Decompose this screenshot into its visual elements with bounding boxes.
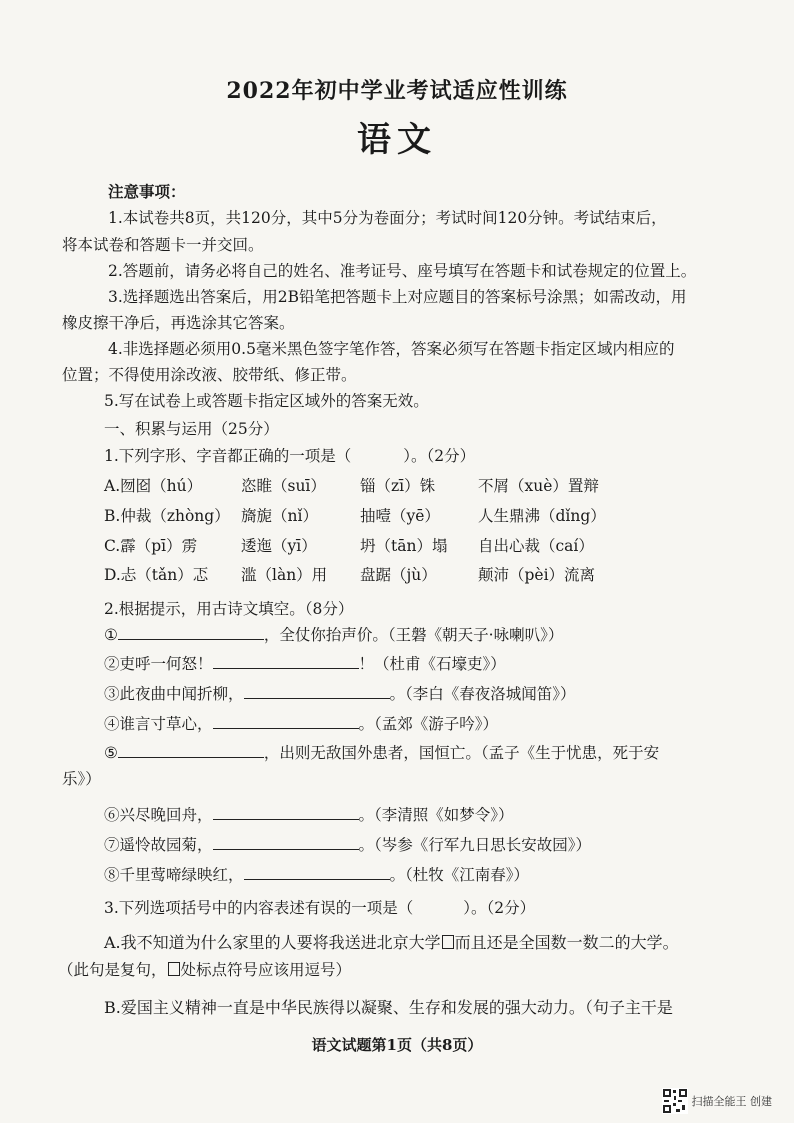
- note-3-cont: 橡皮擦干净后，再选涂其它答案。: [62, 314, 295, 332]
- watermark-text: 扫描全能王 创建: [691, 1095, 772, 1108]
- answer-blank[interactable]: [244, 865, 390, 880]
- answer-blank[interactable]: [118, 743, 264, 758]
- question-1-option-cell: D.忐（tǎn）忑: [104, 566, 209, 584]
- answer-blank[interactable]: [213, 654, 359, 669]
- question-1-option-cell: B.仲裁（zhòng）: [104, 507, 230, 525]
- poem-blank-6: ⑥兴尽晚回舟， 。（李清照《如梦令》）: [104, 806, 514, 824]
- exam-title: 2022年初中学业考试适应性训练: [226, 78, 568, 104]
- question-1-option-cell: 锱（zī）铢: [360, 477, 436, 495]
- question-2-stem: 2.根据提示，用古诗文填空。（8分）: [104, 600, 354, 618]
- poem-blank-4: ④谁言寸草心， 。（孟郊《游子吟》）: [104, 715, 499, 733]
- answer-blank[interactable]: [244, 684, 390, 699]
- question-1-option-cell: A.囫囵（hú）: [104, 477, 203, 495]
- question-1-option-cell: 坍（tān）塌: [360, 537, 448, 555]
- question-1-option-cell: 颠沛（pèi）流离: [478, 566, 596, 584]
- question-1-option-cell: 人生鼎沸（dǐng）: [478, 507, 606, 525]
- question-1-stem-a: 1.下列字形、字音都正确的一项是（: [104, 447, 352, 465]
- question-1-stem: [104, 444, 475, 466]
- poem-blank-1: ① ，全仗你抬声价。（王磐《朝天子·咏喇叭》）: [104, 626, 564, 644]
- note-5: 5.写在试卷上或答题卡指定区域外的答案无效。: [104, 392, 429, 410]
- question-3-option-a-note: （此句是复句， 处标点符号应该用逗号）: [58, 961, 352, 979]
- question-1-option-cell: 抽噎（yē）: [360, 507, 440, 525]
- note-3: 3.选择题选出答案后，用2B铅笔把答题卡上对应题目的答案标号涂黑；如需改动，用: [108, 288, 687, 306]
- question-1-option-cell: 不屑（xuè）置辩: [478, 477, 599, 495]
- note-1: 1.本试卷共8页，共120分，其中5分为卷面分；考试时间120分钟。考试结束后，: [108, 209, 667, 227]
- question-1-stem-b: ）。（2分）: [403, 447, 476, 465]
- question-1-option-cell: 旖旎（nǐ）: [241, 507, 318, 525]
- question-1-option-cell: C.霹（pī）雳: [104, 537, 198, 555]
- question-1-option-cell: 自出心裁（caí）: [478, 537, 594, 555]
- subject-title: 语文: [357, 120, 437, 160]
- question-3-option-a: A.我不知道为什么家里的人要将我送进北京大学 而且还是全国数一数二的大学。: [104, 933, 679, 952]
- answer-blank[interactable]: [213, 714, 359, 729]
- question-1-option-cell: 盘踞（jù）: [360, 566, 437, 584]
- answer-blank[interactable]: [213, 805, 359, 820]
- note-2: 2.答题前，请务必将自己的姓名、准考证号、座号填写在答题卡和试卷规定的位置上。: [108, 262, 697, 280]
- punctuation-box-icon: [442, 935, 454, 949]
- question-3-option-b: B.爱国主义精神一直是中华民族得以凝聚、生存和发展的强大动力。（句子主干是: [104, 998, 673, 1017]
- note-4: 4.非选择题必须用0.5毫米黑色签字笔作答，答案必须写在答题卡指定区域内相应的: [108, 340, 675, 358]
- poem-blank-5: ⑤ ，出则无敌国外患者，国恒亡。（孟子《生于忧患，死于安: [104, 744, 660, 762]
- qr-code-icon: [662, 1088, 688, 1114]
- page-footer: 语文试题第1页（共8页）: [311, 1036, 483, 1054]
- section-heading: 一、积累与运用（25分）: [104, 420, 279, 438]
- poem-blank-3: ③此夜曲中闻折柳， 。（李白《春夜洛城闻笛》）: [104, 685, 576, 703]
- note-1-cont: 将本试卷和答题卡一并交回。: [62, 236, 264, 254]
- answer-blank[interactable]: [118, 625, 264, 640]
- question-1-option-cell: 滥（làn）用: [241, 566, 328, 584]
- question-3-stem: 3.下列选项括号中的内容表述有误的一项是（ ）。（2分）: [104, 899, 536, 917]
- note-4-cont: 位置；不得使用涂改液、胶带纸、修正带。: [62, 366, 357, 384]
- question-1-option-cell: 逶迤（yī）: [241, 537, 317, 555]
- poem-blank-2: ②吏呼一何怒！ ！（杜甫《石壕吏》）: [104, 655, 506, 673]
- answer-blank[interactable]: [213, 835, 359, 850]
- scanner-watermark: [662, 1088, 773, 1114]
- punctuation-box-icon: [168, 962, 180, 976]
- poem-blank-7: ⑦遥怜故园菊， 。（岑参《行军九日思长安故园》）: [104, 836, 592, 854]
- question-1-option-cell: 恣睢（suī）: [241, 477, 326, 495]
- poem-blank-8: ⑧千里莺啼绿映红， 。（杜牧《江南春》）: [104, 866, 530, 884]
- notes-heading: 注意事项：: [108, 182, 186, 201]
- poem-blank-5-cont: 乐》）: [62, 770, 101, 788]
